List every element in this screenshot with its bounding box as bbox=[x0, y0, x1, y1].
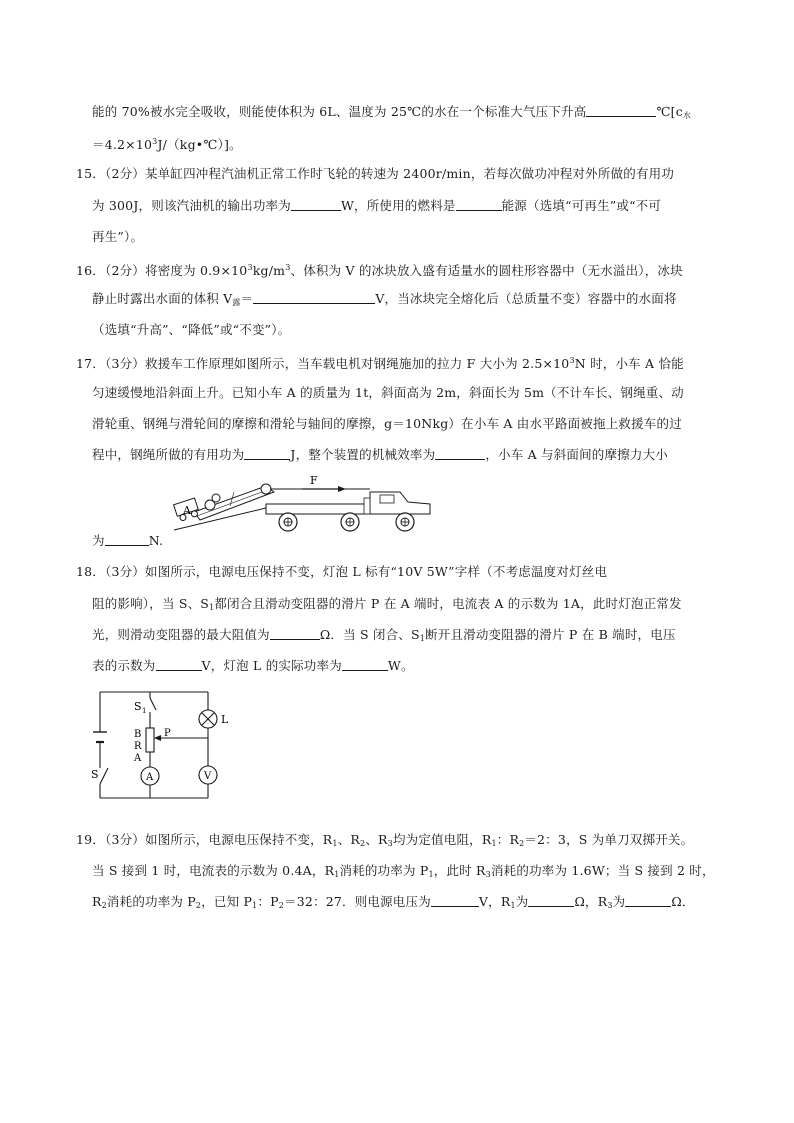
truck-bed bbox=[266, 504, 370, 514]
superscript: 3 bbox=[247, 263, 253, 272]
truck-cab bbox=[370, 492, 430, 514]
q19-line-2 bbox=[92, 863, 715, 883]
subscript: 1 bbox=[419, 634, 426, 643]
superscript: 3 bbox=[152, 137, 158, 146]
winch-motor bbox=[364, 498, 370, 514]
force-arrowhead bbox=[338, 486, 346, 492]
answer-blank[interactable] bbox=[456, 198, 502, 211]
subscript: 2 bbox=[101, 901, 107, 910]
subscript: 1 bbox=[334, 870, 340, 879]
q17-text: N 时，小车 A 恰能 bbox=[574, 356, 684, 371]
q16-text: 静止时露出水面的体积 V bbox=[92, 291, 233, 306]
q17-line-1 bbox=[76, 353, 684, 372]
q18-text: Ω．当 S 闭合、S bbox=[319, 627, 420, 642]
q16-line-3 bbox=[92, 322, 290, 338]
switch-s-icon bbox=[100, 768, 108, 784]
label-lamp: L bbox=[221, 713, 229, 726]
truck-wheel bbox=[396, 513, 414, 531]
label-s1: S bbox=[134, 700, 142, 713]
answer-blank[interactable] bbox=[342, 658, 388, 671]
superscript: 3 bbox=[285, 263, 291, 272]
q19-line-3 bbox=[92, 894, 695, 914]
q16-text: （选填“升高”、“降低”或“不变”）。 bbox=[92, 322, 291, 337]
q15-text: 15．（2分）某单缸四冲程汽油机正常工作时飞轮的转速为 2400r/min，若每次做功冲程对外所做的有用功 bbox=[76, 166, 675, 181]
answer-blank[interactable] bbox=[291, 198, 341, 211]
q15-line-2 bbox=[92, 198, 661, 214]
q16-text: ＝ bbox=[240, 291, 254, 306]
q15-text: W，所使用的燃料是 bbox=[340, 198, 456, 213]
q16-line-1 bbox=[76, 260, 683, 279]
label-end-a: A bbox=[134, 753, 142, 764]
answer-blank[interactable] bbox=[253, 291, 375, 304]
answer-blank[interactable] bbox=[431, 894, 479, 907]
q14-line-2 bbox=[92, 134, 242, 153]
label-resistor-r: R bbox=[134, 741, 142, 752]
subscript: 1 bbox=[209, 603, 215, 612]
q18-text: W。 bbox=[387, 658, 414, 673]
q19-text: 、R bbox=[365, 832, 388, 847]
q19-text: 为 bbox=[515, 894, 529, 909]
q15-line-3 bbox=[92, 229, 143, 245]
q19-text: 消耗的功率为 P bbox=[339, 863, 429, 878]
subscript: 1 bbox=[510, 901, 516, 910]
q17-text: J，整个装置的机械效率为 bbox=[290, 447, 436, 462]
answer-blank[interactable] bbox=[244, 447, 290, 460]
answer-blank[interactable] bbox=[435, 447, 485, 460]
truck-wheel bbox=[341, 513, 359, 531]
q19-text: ＝32：27．则电源电压为 bbox=[284, 894, 431, 909]
q17-line-4 bbox=[92, 447, 668, 463]
q19-text: 、R bbox=[337, 832, 361, 847]
q19-text: Ω． bbox=[671, 894, 695, 909]
subscript: 1 bbox=[491, 839, 497, 848]
q18-line-2 bbox=[92, 596, 682, 616]
slider-arrow-icon bbox=[154, 735, 161, 741]
q18-line-3 bbox=[92, 627, 676, 647]
cart-label-a: A bbox=[183, 504, 191, 517]
q19-text: ，此时 R bbox=[433, 863, 486, 878]
q19-text: 均为定值电阻，R bbox=[392, 832, 492, 847]
q19-text: Ω，R bbox=[574, 894, 608, 909]
q16-line-2 bbox=[92, 291, 677, 311]
label-end-b: B bbox=[134, 729, 142, 740]
answer-blank[interactable] bbox=[270, 627, 320, 640]
q14-line-1 bbox=[92, 104, 691, 124]
q14-text: 能的 70%被水完全吸收，则能使体积为 6L、温度为 25℃的水在一个标准大气压下升高 bbox=[92, 104, 587, 119]
q14-text: ℃[c bbox=[656, 104, 683, 119]
subscript: 2 bbox=[195, 901, 202, 910]
q18-text: 断开且滑动变阻器的滑片 P 在 B 端时，电压 bbox=[425, 627, 676, 642]
subscript: 2 bbox=[360, 839, 366, 848]
label-s1-sub: 1 bbox=[142, 707, 147, 715]
q19-text: ，已知 P bbox=[201, 894, 253, 909]
answer-blank[interactable] bbox=[105, 533, 149, 546]
q18-text: 光，则滑动变阻器的最大阻值为 bbox=[92, 627, 270, 642]
q14-text: J/（kg•℃）]。 bbox=[157, 137, 242, 152]
q17-line-3 bbox=[92, 416, 682, 432]
q19-line-1 bbox=[76, 832, 693, 852]
subscript: 2 bbox=[278, 901, 284, 910]
q19-text: R bbox=[92, 894, 102, 909]
q17-text: 匀速缓慢地沿斜面上升。已知小车 A 的质量为 1t，斜面高为 2m，斜面长为 5m（不计车长、钢绳重、动 bbox=[92, 385, 684, 400]
q18-text: 都闭合且滑动变阻器的滑片 P 在 A 端时，电流表 A 的示数为 1A，此时灯泡正常发 bbox=[214, 596, 682, 611]
q18-line-4 bbox=[92, 658, 414, 674]
q16-text: 、体积为 V 的冰块放入盛有适量水的圆柱形容器中（无水溢出），冰块 bbox=[290, 263, 683, 278]
q17-text: 滑轮重、钢绳与滑轮间的摩擦和滑轮与轴间的摩擦，g＝10Nkg）在小车 A 由水平路面被拖上救援车的过 bbox=[92, 416, 682, 431]
q16-text: kg/m bbox=[252, 263, 286, 278]
q19-text: ：P bbox=[257, 894, 279, 909]
subscript: 露 bbox=[232, 298, 241, 307]
q18-text: 表的示数为 bbox=[92, 658, 156, 673]
q17-text: ，小车 A 与斜面间的摩擦力大小 bbox=[485, 447, 669, 462]
truck-wheel bbox=[279, 513, 297, 531]
q18-text: 18．（3分）如图所示，电源电压保持不变，灯泡 L 标有“10V 5W”字样（不考虑温度对灯丝电 bbox=[76, 564, 608, 579]
q15-text: 能源（选填“可再生”或“不可 bbox=[501, 198, 662, 213]
circuit-diagram-q18 bbox=[90, 688, 229, 802]
answer-blank[interactable] bbox=[625, 894, 671, 907]
subscript: 水 bbox=[682, 111, 692, 120]
pulley-icon bbox=[212, 494, 220, 502]
q17-text: N. bbox=[148, 533, 164, 548]
cab-window bbox=[380, 495, 394, 503]
q15-line-1 bbox=[76, 166, 674, 182]
label-switch-s: S bbox=[91, 768, 99, 781]
q14-text: ＝4.2×10 bbox=[92, 137, 153, 152]
rescue-truck-figure bbox=[170, 470, 442, 538]
voltmeter-label: V bbox=[204, 771, 212, 782]
subscript: 3 bbox=[607, 901, 613, 910]
q19-text: ：R bbox=[496, 832, 520, 847]
ammeter-label: A bbox=[146, 772, 154, 783]
q16-text: V，当冰块完全熔化后（总质量不变）容器中的水面将 bbox=[375, 291, 677, 306]
q17-text: 为 bbox=[92, 533, 105, 548]
q18-text: 阻的影响），当 S、S bbox=[92, 596, 210, 611]
pulley-icon bbox=[261, 484, 271, 494]
subscript: 1 bbox=[252, 901, 258, 910]
q19-text: V，R bbox=[478, 894, 511, 909]
force-label: F bbox=[310, 474, 318, 487]
subscript: 3 bbox=[485, 870, 491, 879]
switch-s1-icon bbox=[150, 698, 156, 710]
q18-text: V，灯泡 L 的实际功率为 bbox=[201, 658, 342, 673]
q19-text: 消耗的功率为 P bbox=[106, 894, 196, 909]
subscript: 2 bbox=[519, 839, 525, 848]
subscript: 1 bbox=[332, 839, 338, 848]
q18-line-1 bbox=[76, 564, 607, 580]
answer-blank[interactable] bbox=[586, 104, 656, 117]
q17-text: 17．（3分）救援车工作原理如图所示，当车载电机对钢绳施加的拉力 F 大小为 2.5×10 bbox=[76, 356, 570, 371]
q19-text: 为 bbox=[612, 894, 626, 909]
q16-text: 16．（2分）将密度为 0.9×10 bbox=[76, 263, 248, 278]
q19-text: ＝2：3，S 为单刀双掷开关。 bbox=[524, 832, 694, 847]
q19-text: 消耗的功率为 1.6W；当 S 接到 2 时， bbox=[490, 863, 715, 878]
answer-blank[interactable] bbox=[156, 658, 202, 671]
subscript: 3 bbox=[387, 839, 393, 848]
q15-text: 再生”）。 bbox=[92, 229, 144, 244]
q17-text: 程中，钢绳所做的有用功为 bbox=[92, 447, 245, 462]
q17-line-5 bbox=[92, 533, 163, 549]
label-slider-p: P bbox=[164, 728, 171, 739]
q17-line-2 bbox=[92, 385, 684, 401]
superscript: 3 bbox=[569, 356, 575, 365]
q19-text: 19．（3分）如图所示，电源电压保持不变，R bbox=[76, 832, 333, 847]
rheostat-icon bbox=[146, 728, 154, 752]
q19-text: 当 S 接到 1 时，电流表的示数为 0.4A，R bbox=[92, 863, 335, 878]
subscript: 1 bbox=[428, 870, 434, 879]
answer-blank[interactable] bbox=[528, 894, 574, 907]
q15-text: 为 300J，则该汽油机的输出功率为 bbox=[92, 198, 291, 213]
